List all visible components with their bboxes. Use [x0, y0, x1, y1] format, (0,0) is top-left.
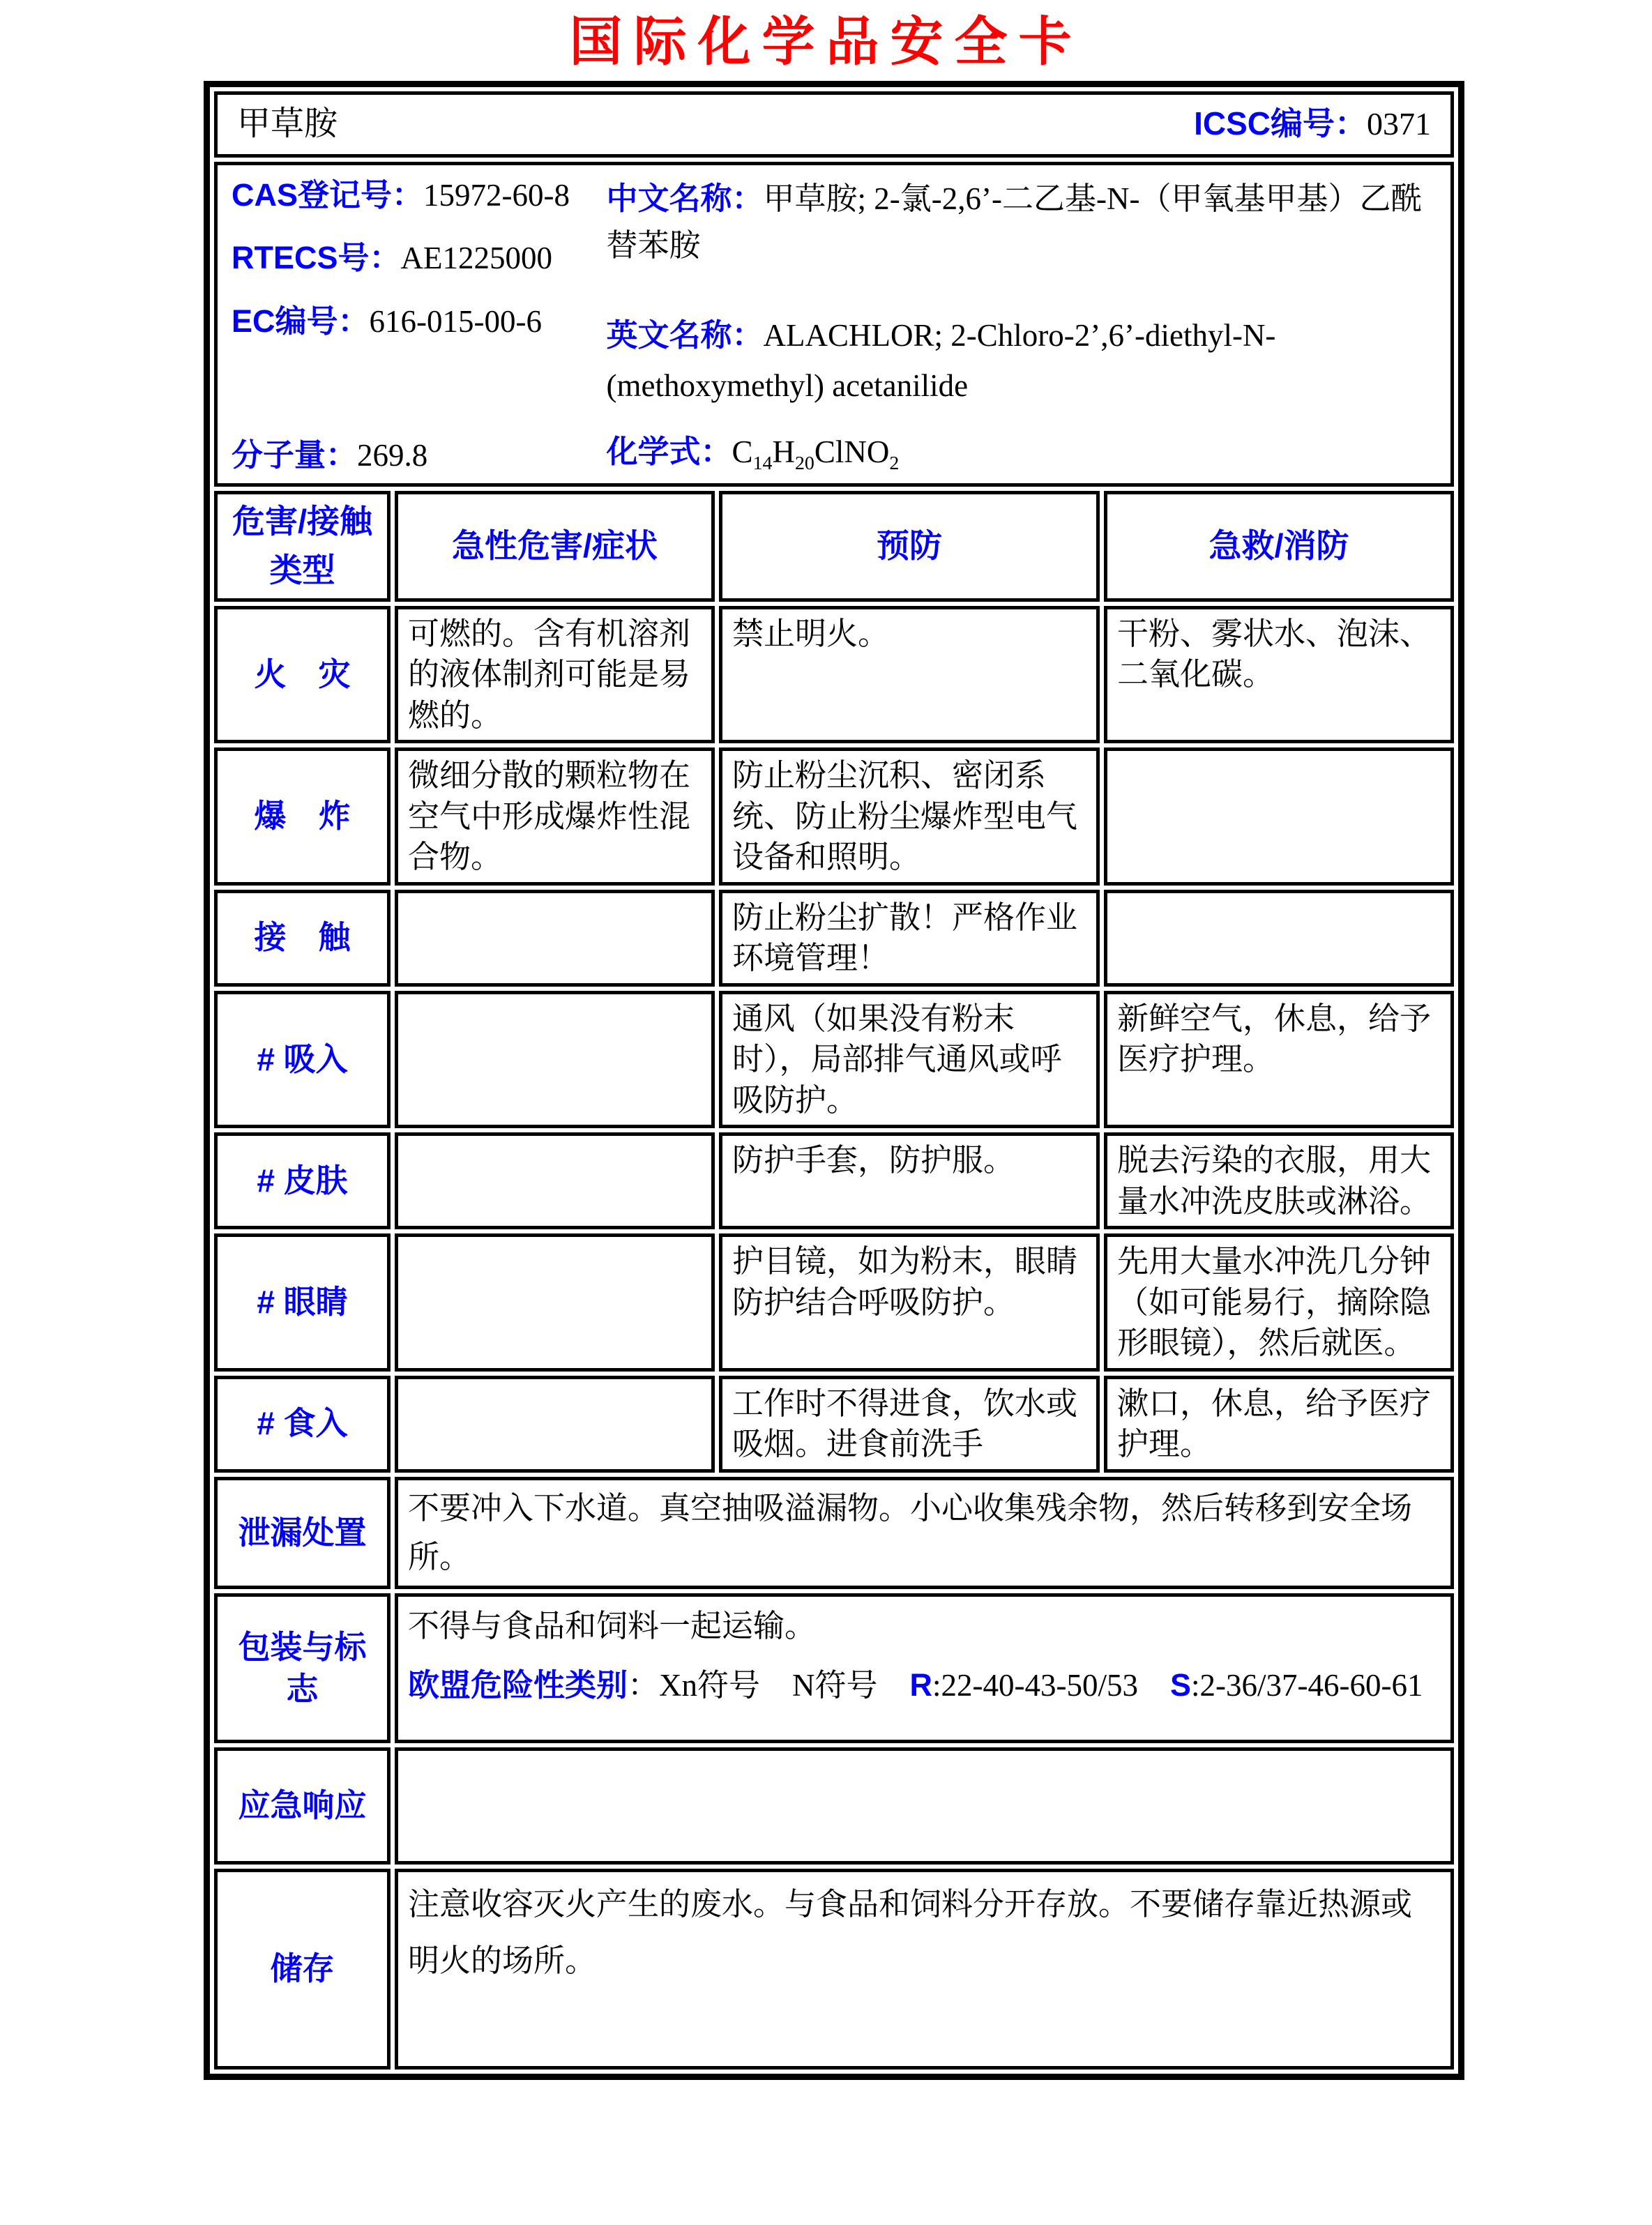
eu-hazard-class-label: 欧盟危险性类别	[408, 1667, 628, 1703]
ingestion-prevention: 工作时不得进食，饮水或吸烟。进食前洗手	[719, 1376, 1100, 1473]
storage-label: 储存	[214, 1869, 391, 2070]
substance-header-row	[214, 91, 1454, 158]
explosion-symptoms: 微细分散的颗粒物在空气中形成爆炸性混合物。	[395, 747, 715, 886]
chemical-formula-label: 化学式：	[606, 433, 732, 469]
ec-label: EC编号：	[232, 303, 370, 339]
header-symptoms: 急性危害/症状	[395, 491, 715, 602]
chinese-name-value: 甲草胺; 2-氯-2,6’-二乙基-N-（甲氧基甲基）乙酰替苯胺	[606, 181, 1423, 264]
ec-value: 616-015-00-6	[369, 303, 542, 339]
header-hazard-type: 危害/接触类型	[214, 491, 391, 602]
skin-response: 脱去污染的衣服，用大量水冲洗皮肤或淋浴。	[1104, 1132, 1454, 1229]
molecular-weight-value: 269.8	[357, 438, 428, 473]
emergency-response-content	[395, 1747, 1454, 1865]
english-name-label: 英文名称：	[606, 317, 764, 353]
chinese-name	[607, 175, 1434, 270]
eyes-response: 先用大量水冲洗几分钟（如可能易行，摘除隐形眼镜），然后就医。	[1104, 1233, 1454, 1372]
hazard-type-inhalation: # 吸入	[214, 991, 391, 1129]
inhalation-prevention: 通风（如果没有粉末时），局部排气通风或呼吸防护。	[719, 991, 1100, 1129]
hazard-row-eyes	[214, 1233, 1454, 1372]
icsc-number	[1194, 103, 1431, 145]
emergency-response-label: 应急响应	[214, 1747, 391, 1865]
spill-disposal-row	[214, 1477, 1454, 1590]
hazard-row-inhalation	[214, 991, 1454, 1129]
cas-label: CAS登记号：	[232, 176, 424, 213]
contact-response	[1104, 890, 1454, 987]
storage-content: 注意收容灭火产生的废水。与食品和饲料分开存放。不要储存靠近热源或明火的场所。	[395, 1869, 1454, 2070]
emergency-response-row	[214, 1747, 1454, 1865]
contact-prevention: 防止粉尘扩散！严格作业环境管理！	[719, 890, 1100, 987]
xn-symbol: ：Xn符号	[628, 1668, 761, 1703]
hazard-row-skin	[214, 1132, 1454, 1229]
hazard-header-row	[214, 491, 1454, 602]
s-phrases-label: S	[1169, 1667, 1191, 1703]
substance-name: 甲草胺	[237, 105, 338, 143]
hazard-row-ingestion	[214, 1376, 1454, 1473]
s-phrases-value: :2-36/37-46-60-61	[1191, 1668, 1423, 1703]
eyes-prevention: 护目镜，如为粉末，眼睛防护结合呼吸防护。	[719, 1233, 1100, 1372]
skin-prevention: 防护手套，防护服。	[719, 1132, 1100, 1229]
cas-number	[232, 175, 607, 216]
packaging-labelling-row	[214, 1593, 1454, 1743]
hazard-type-fire: 火 灾	[214, 606, 391, 744]
inhalation-symptoms	[395, 991, 715, 1129]
contact-symptoms	[395, 890, 715, 987]
identifiers-row	[214, 162, 1454, 487]
ingestion-symptoms	[395, 1376, 715, 1473]
chemical-formula	[607, 432, 1434, 476]
rtecs-label: RTECS号：	[232, 240, 401, 276]
explosion-prevention: 防止粉尘沉积、密闭系统、防止粉尘爆炸型电气设备和照明。	[719, 747, 1100, 886]
r-phrases-label: R	[909, 1667, 933, 1703]
explosion-response	[1104, 747, 1454, 886]
n-symbol: N符号	[792, 1668, 878, 1703]
hazard-row-fire	[214, 606, 1454, 744]
spill-disposal-content: 不要冲入下水道。真空抽吸溢漏物。小心收集残余物，然后转移到安全场所。	[395, 1477, 1454, 1590]
chemical-names	[607, 175, 1441, 476]
icsc-number-label: ICSC编号：	[1194, 105, 1367, 142]
skin-symptoms	[395, 1132, 715, 1229]
eyes-symptoms	[395, 1233, 715, 1372]
storage-row	[214, 1869, 1454, 2070]
molecular-weight-label: 分子量：	[232, 437, 358, 473]
fire-prevention: 禁止明火。	[719, 606, 1100, 744]
ingestion-response: 漱口，休息，给予医疗护理。	[1104, 1376, 1454, 1473]
icsc-card-table	[204, 81, 1464, 2081]
chemical-formula-value: $C_{14}H_{20}ClNO_2$	[732, 434, 900, 474]
eu-hazard-classification	[408, 1661, 1441, 1710]
hazard-type-contact: 接 触	[214, 890, 391, 987]
ec-number	[232, 301, 607, 342]
transport-restriction: 不得与食品和饲料一起运输。	[408, 1609, 817, 1644]
header-response: 急救/消防	[1104, 491, 1454, 602]
page-title: 国际化学品安全卡	[569, 13, 1083, 72]
chinese-name-label: 中文名称：	[606, 180, 764, 216]
spill-disposal-label: 泄漏处置	[214, 1477, 391, 1590]
packaging-labelling-label: 包装与标志	[214, 1593, 391, 1743]
hazard-row-contact	[214, 890, 1454, 987]
hazard-type-ingestion: # 食入	[214, 1376, 391, 1473]
english-name-value: ALACHLOR; 2-Chloro-2’,6’-diethyl-N-(methoxymethyl) acetanilide	[606, 317, 1276, 403]
cas-value: 15972-60-8	[423, 177, 570, 213]
inhalation-response: 新鲜空气，休息，给予医疗护理。	[1104, 991, 1454, 1129]
hazard-type-eyes: # 眼睛	[214, 1233, 391, 1372]
fire-response: 干粉、雾状水、泡沫、二氧化碳。	[1104, 606, 1454, 744]
registry-numbers	[232, 175, 607, 476]
rtecs-value: AE1225000	[400, 241, 553, 276]
hazard-type-skin: # 皮肤	[214, 1132, 391, 1229]
packaging-labelling-content	[395, 1593, 1454, 1743]
page	[0, 15, 1652, 2080]
r-phrases-value: :22-40-43-50/53	[932, 1668, 1138, 1703]
rtecs-number	[232, 238, 607, 279]
icsc-number-value: 0371	[1367, 106, 1431, 142]
hazard-type-explosion: 爆 炸	[214, 747, 391, 886]
hazard-row-explosion	[214, 747, 1454, 886]
english-name	[607, 310, 1434, 411]
fire-symptoms: 可燃的。含有机溶剂的液体制剂可能是易燃的。	[395, 606, 715, 744]
molecular-weight	[232, 435, 607, 476]
header-prevention: 预防	[719, 491, 1100, 602]
